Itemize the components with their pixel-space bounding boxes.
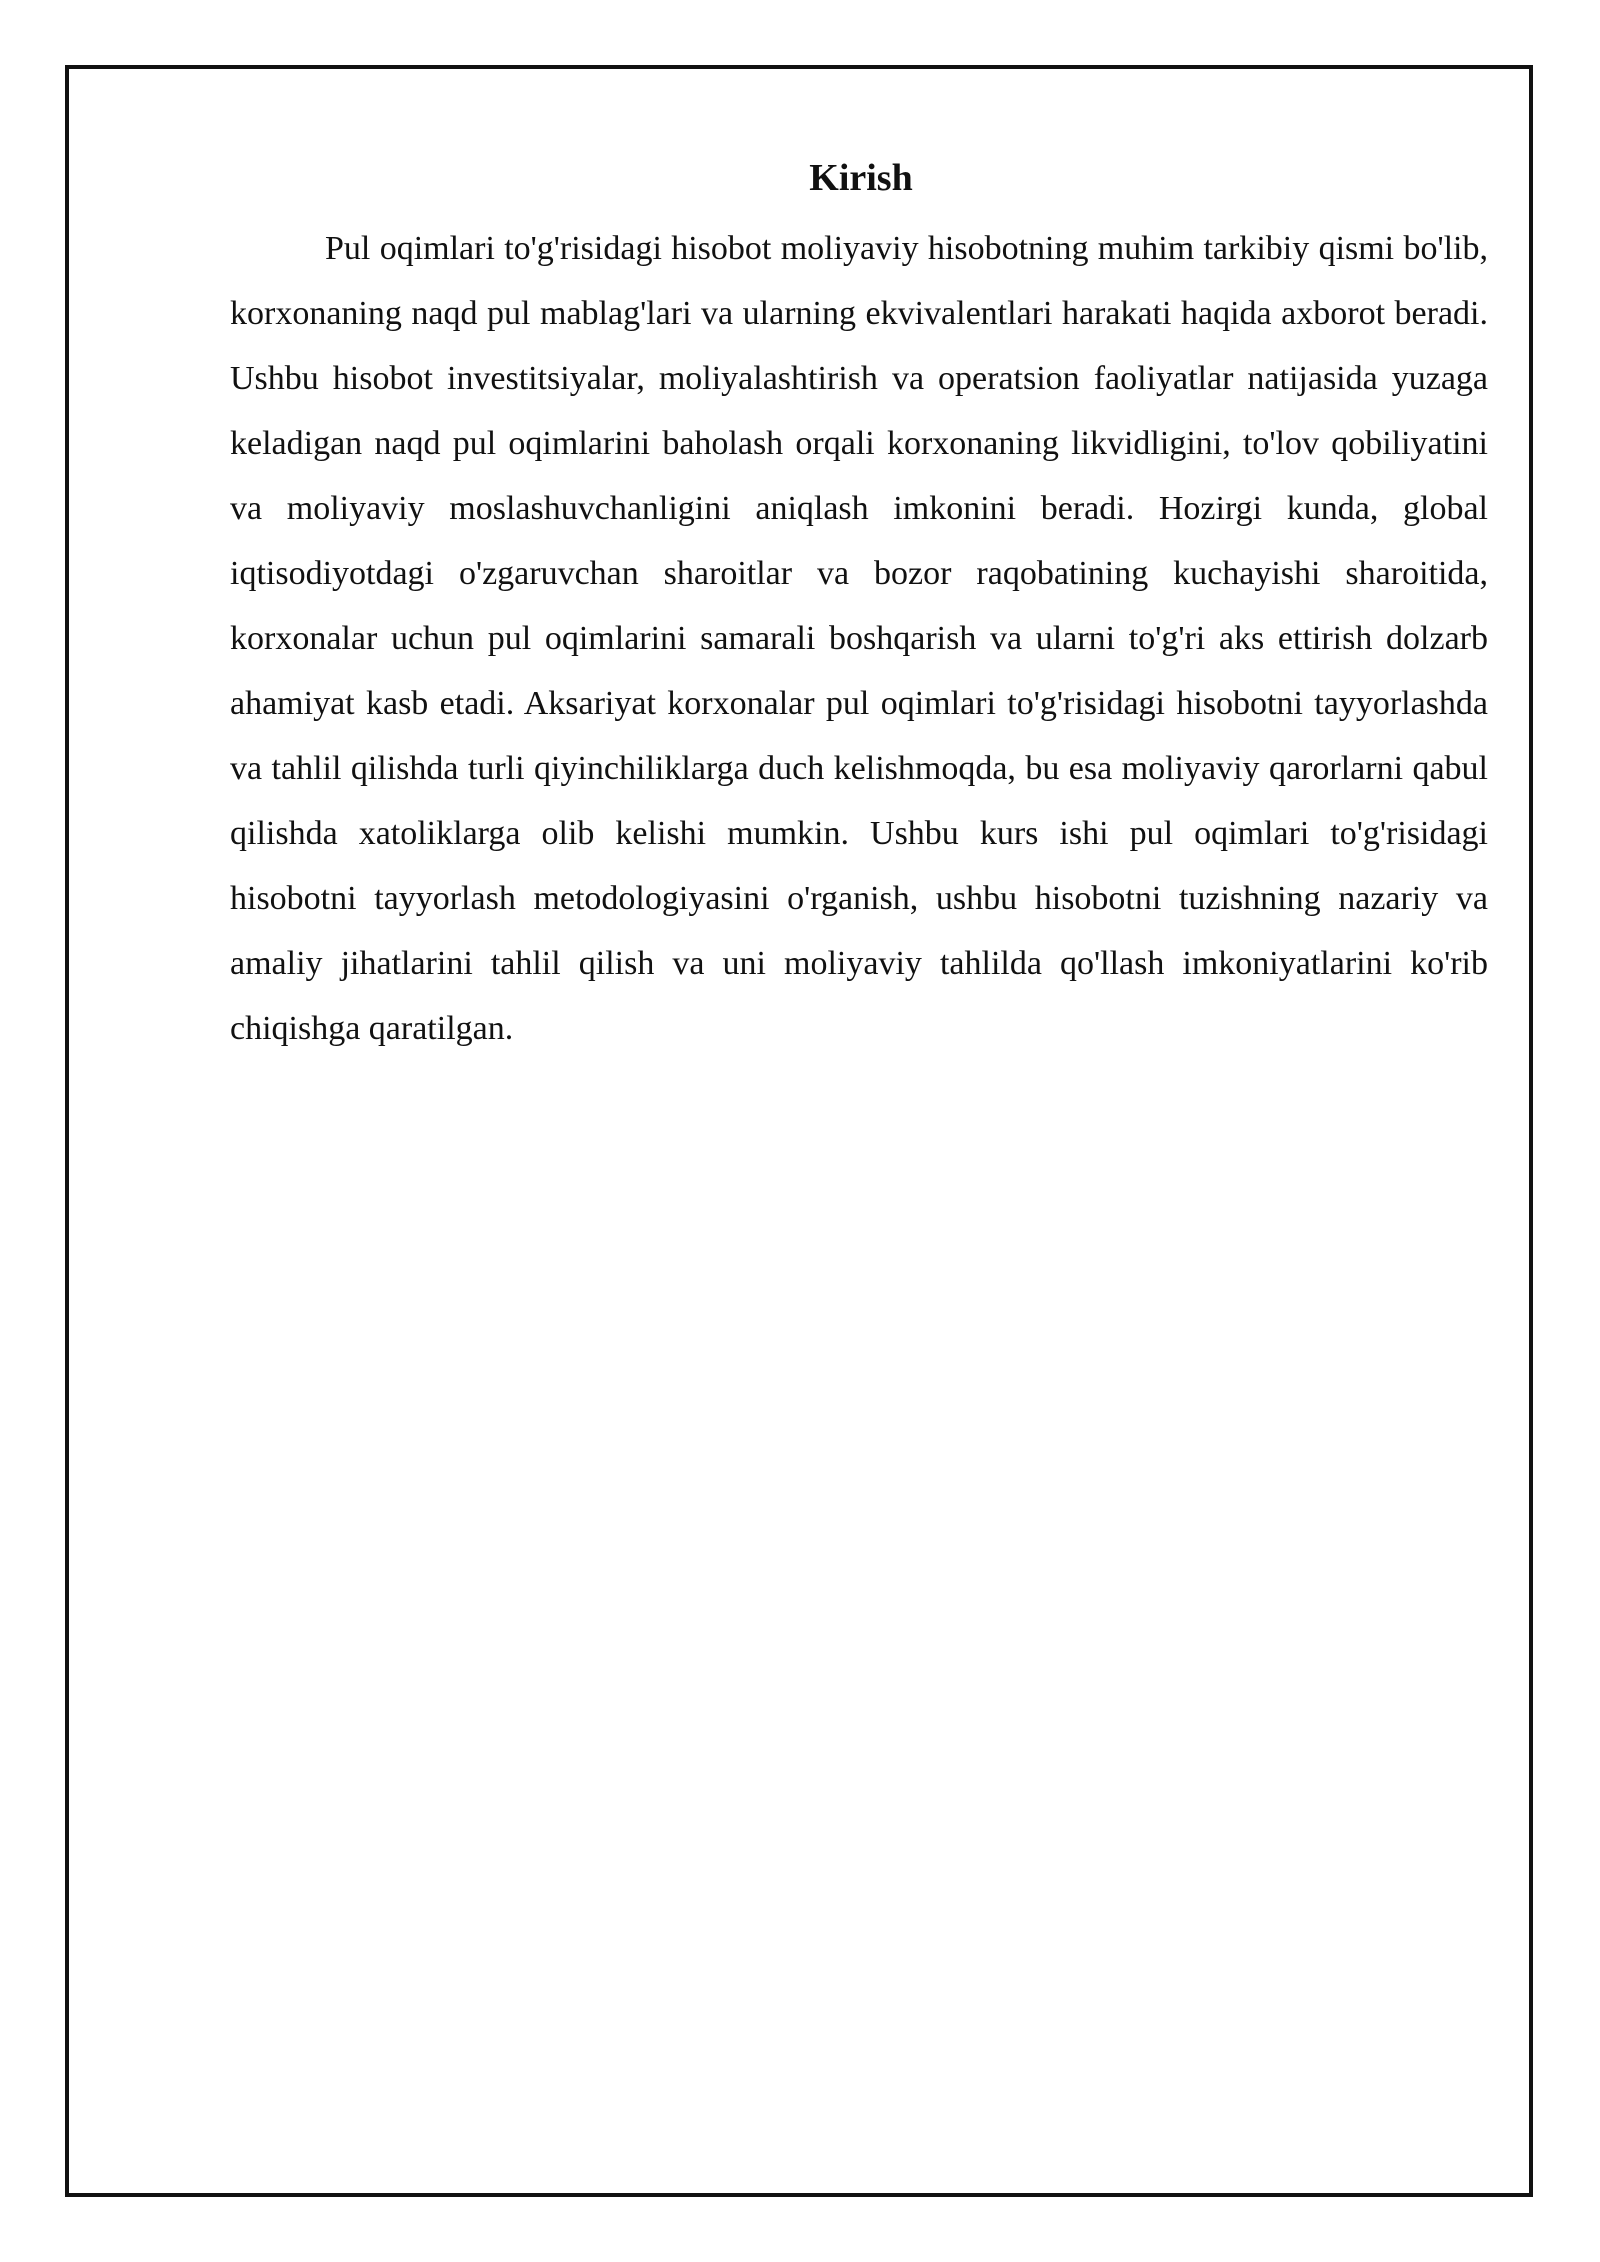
document-body — [230, 148, 1488, 1061]
section-heading: Kirish — [809, 157, 913, 199]
intro-paragraph: Pul oqimlari to'g'risidagi hisobot moliyaviy hisobotning muhim tarkibiy qismi bo'lib, korxonaning naqd pul mablag'lari va ularning ekvivalentlari harakati haqida axborot beradi. Ushbu hisobot investitsiyalar, moliyalashtirish va operatsion faoliyatlar natijasida yuzaga keladigan naqd pul oqimlarini baholash orqali korxonaning likvidligini, to'lov qobiliyatini va moliyaviy moslashuvchanligini aniqlash imkonini beradi. Hozirgi kunda, global iqtisodiyotdagi o'zgaruvchan sharoitlar va bozor raqobatining kuchayishi sharoitida, korxonalar uchun pul oqimlarini samarali boshqarish va ularni to'g'ri aks ettirish dolzarb ahamiyat kasb etadi. Aksariyat korxonalar pul oqimlari to'g'risidagi hisobotni tayyorlashda va tahlil qilishda turli qiyinchiliklarga duch kelishmoqda, bu esa moliyaviy qarorlarni qabul qilishda xatoliklarga olib kelishi mumkin. Ushbu kurs ishi pul oqimlari to'g'risidagi hisobotni tayyorlash metodologiyasini o'rganish, ushbu hisobotni tuzishning nazariy va amaliy jihatlarini tahlil qilish va uni moliyaviy tahlilda qo'llash imkoniyatlarini ko'rib chiqishga qaratilgan. — [230, 230, 1488, 1047]
